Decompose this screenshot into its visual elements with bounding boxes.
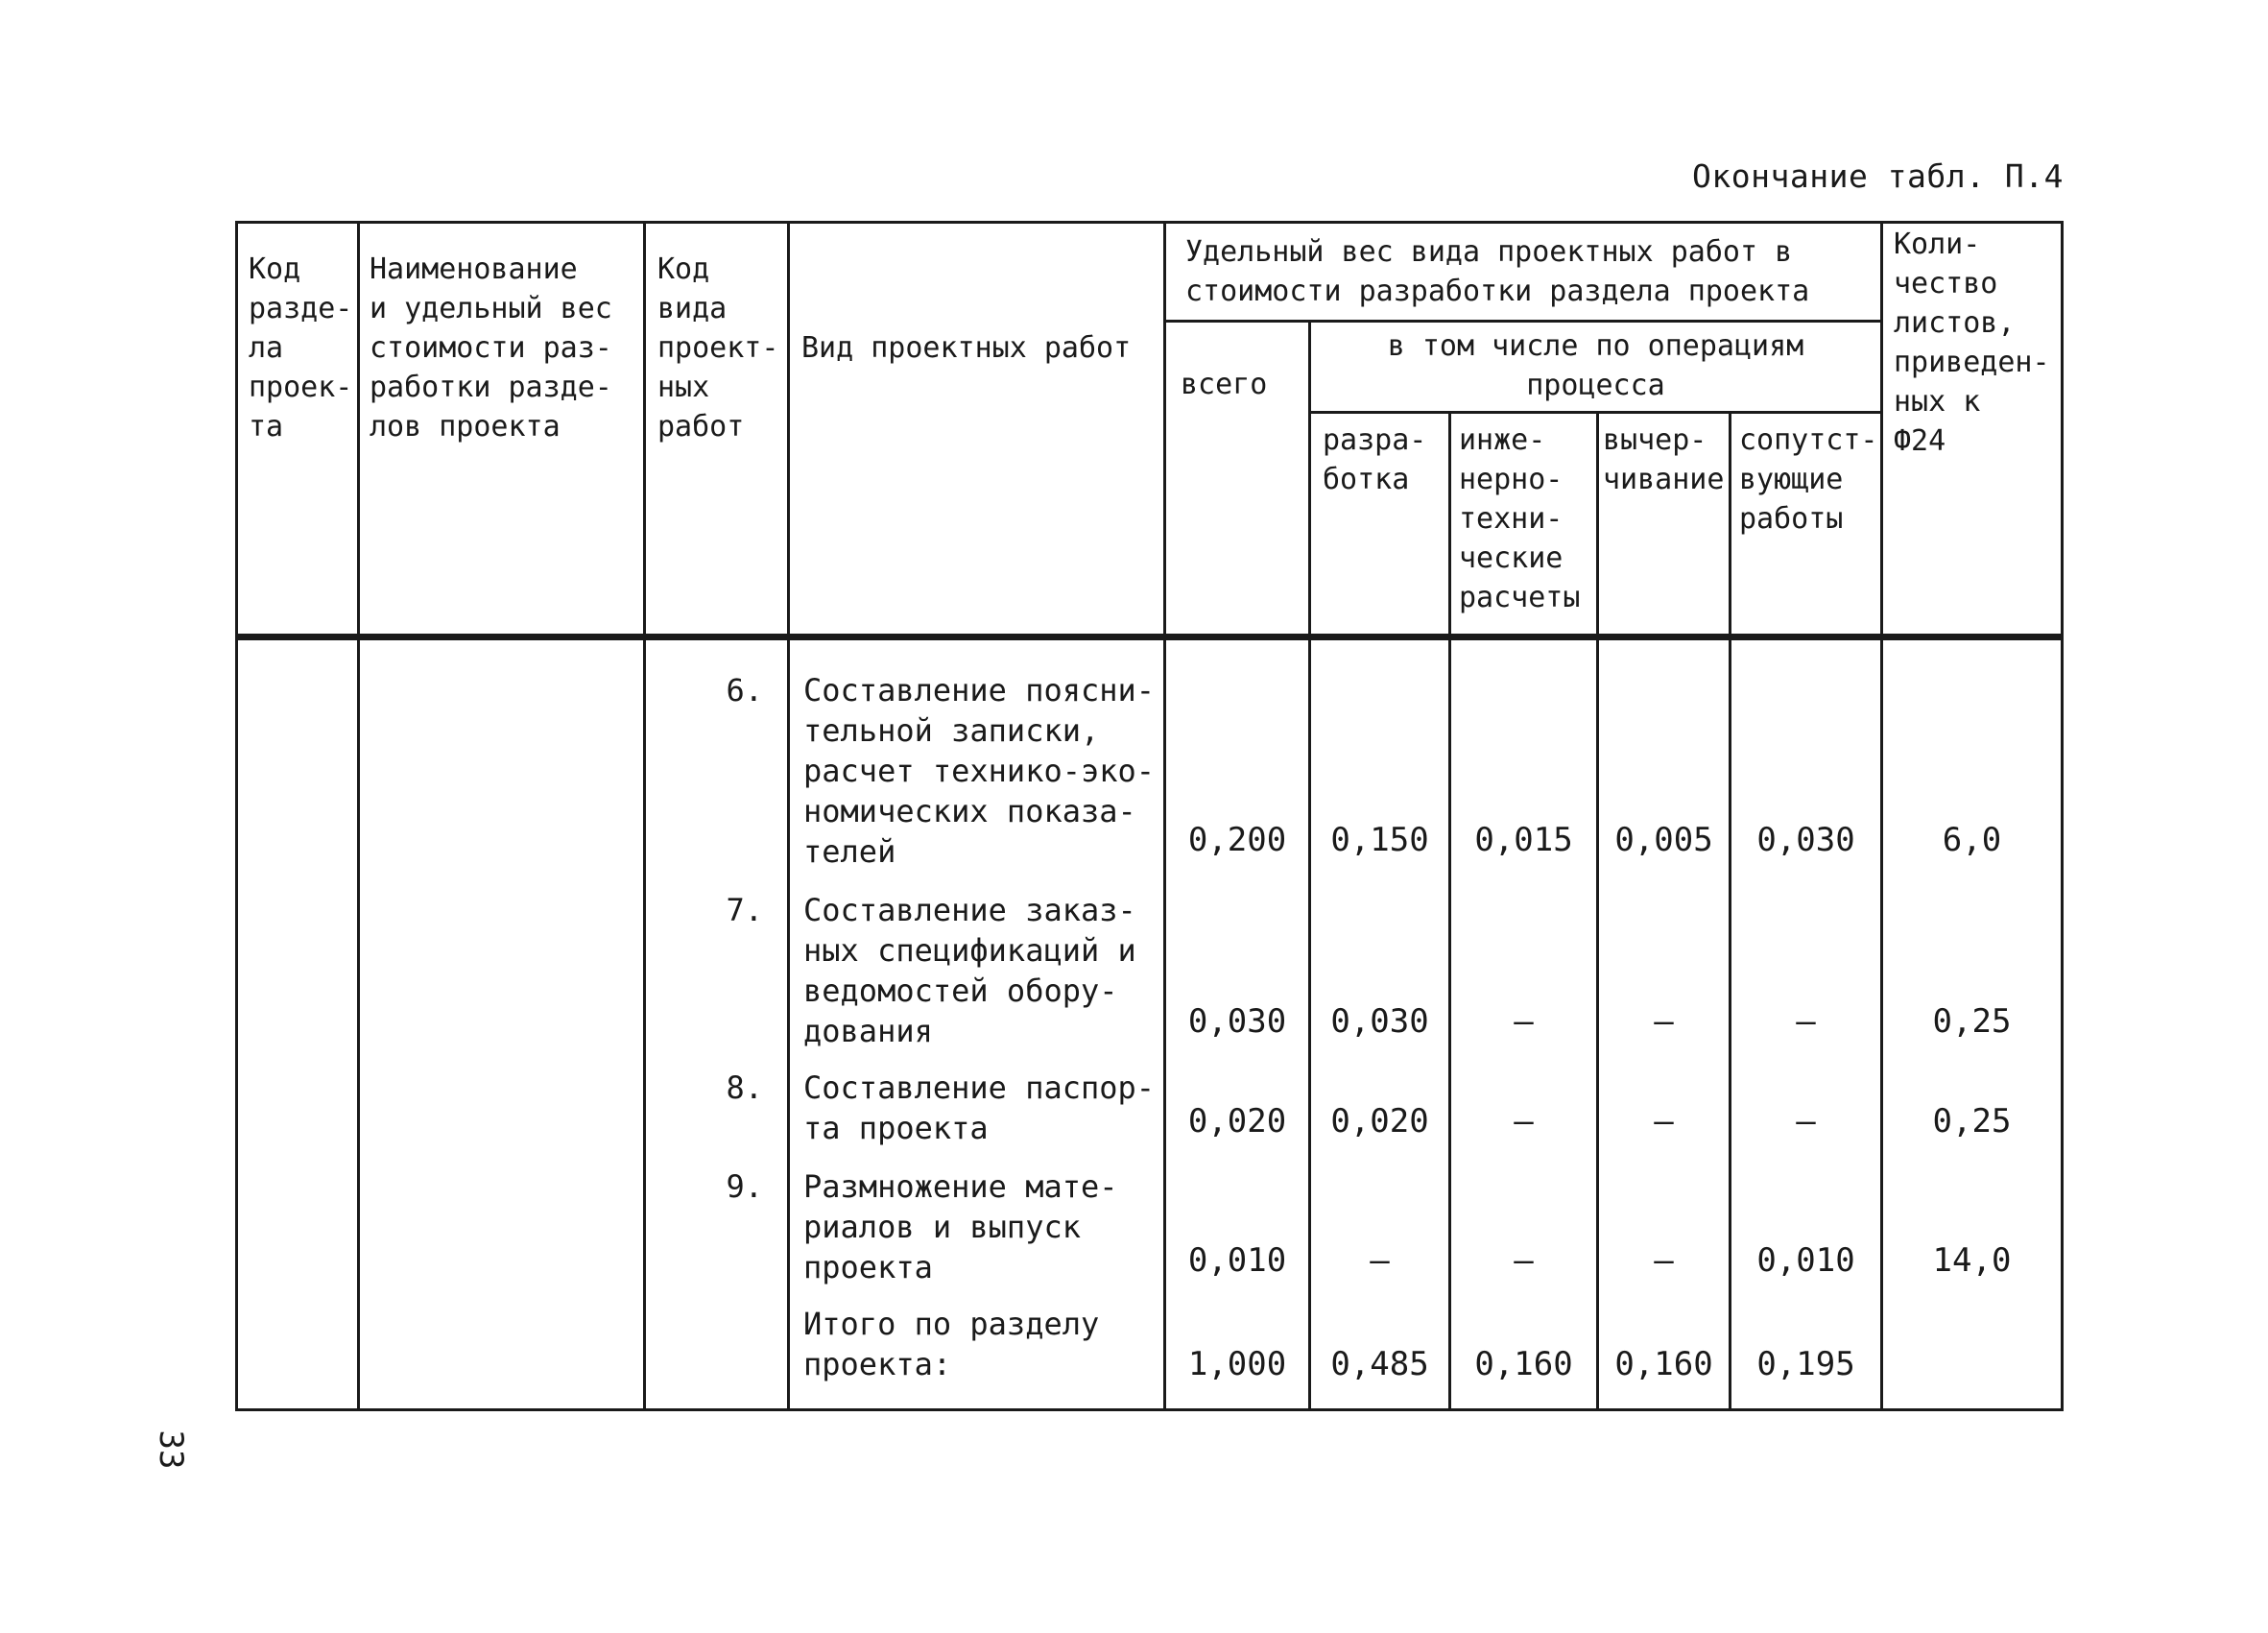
header-inzhenerno: инже- нерно- техни- ческие расчеты — [1459, 423, 1581, 614]
row-9-soputstv: 0,010 — [1756, 1241, 1855, 1280]
col-line-1 — [357, 221, 360, 1411]
header-v-tom-chisle: в том числе по операциям процесса — [1387, 329, 1804, 402]
header-bottom-border — [235, 634, 2064, 640]
row-6-vychercivanie: 0,005 — [1614, 821, 1713, 859]
table-caption: Окончание табл. П.4 — [1692, 157, 2064, 195]
row-6-vsego: 0,200 — [1187, 821, 1287, 859]
row-8-code: 8. — [726, 1069, 763, 1106]
row-6-name: Составление поясни- тельной записки, расчет технико-эко- номических показа- телей — [803, 672, 1156, 870]
row-7-soputstv: – — [1796, 1002, 1816, 1041]
row-7-vychercivanie: – — [1654, 1002, 1674, 1041]
row-7-listy: 0,25 — [1932, 1002, 2012, 1041]
header-razrabotka: разра- ботка — [1323, 423, 1427, 496]
col-line-4 — [1163, 221, 1166, 1411]
total-vychercivanie: 0,160 — [1614, 1345, 1713, 1383]
col-line-2 — [643, 221, 646, 1411]
table-bottom-border — [235, 1408, 2064, 1411]
total-soputstv: 0,195 — [1756, 1345, 1855, 1383]
row-9-name: Размножение мате- риалов и выпуск проекта — [803, 1168, 1118, 1285]
table-top-border — [235, 221, 2064, 224]
row-9-vsego: 0,010 — [1187, 1241, 1287, 1280]
row-6-inzhenerno: 0,015 — [1474, 821, 1573, 859]
page-number: 33 — [152, 1429, 190, 1470]
col-line-3 — [787, 221, 790, 1411]
header-subdivider-2 — [1308, 411, 1880, 414]
row-8-soputstv: – — [1796, 1102, 1816, 1141]
row-9-razrabotka: – — [1370, 1241, 1390, 1280]
row-8-listy: 0,25 — [1932, 1102, 2012, 1141]
row-7-name: Составление заказ- ных спецификаций и ведомостей обору- дования — [803, 892, 1136, 1049]
row-8-vychercivanie: – — [1654, 1102, 1674, 1141]
header-kod-razdela: Код разде- ла проек- та — [249, 252, 353, 444]
header-udelny-ves: Удельный вес вида проектных работ в стоимости разработки раздела проекта — [1185, 235, 1810, 308]
header-kod-vida: Код вида проект- ных работ — [657, 252, 779, 444]
col-line-0 — [235, 221, 238, 1411]
header-subdivider-1 — [1163, 320, 1880, 323]
row-9-code: 9. — [726, 1168, 763, 1205]
total-vsego: 1,000 — [1187, 1345, 1287, 1383]
row-8-inzhenerno: – — [1514, 1102, 1534, 1141]
total-razrabotka: 0,485 — [1330, 1345, 1429, 1383]
col-line-9 — [1880, 221, 1883, 1411]
row-9-listy: 14,0 — [1932, 1241, 2012, 1280]
header-naimenovanie: Наименование и удельный вес стоимости раз- работки разде- лов проекта — [370, 252, 612, 444]
header-vychercivanie: вычер- чивание — [1603, 423, 1725, 496]
header-vsego: всего — [1181, 368, 1268, 401]
total-inzhenerno: 0,160 — [1474, 1345, 1573, 1383]
row-7-code: 7. — [726, 892, 763, 928]
header-vid-rabot: Вид проектных работ — [801, 331, 1132, 365]
row-7-razrabotka: 0,030 — [1330, 1002, 1429, 1041]
row-6-soputstv: 0,030 — [1756, 821, 1855, 859]
row-8-vsego: 0,020 — [1187, 1102, 1287, 1141]
data-table — [235, 221, 2064, 1411]
row-7-inzhenerno: – — [1514, 1002, 1534, 1041]
row-7-vsego: 0,030 — [1187, 1002, 1287, 1041]
row-6-listy: 6,0 — [1942, 821, 2002, 859]
row-6-razrabotka: 0,150 — [1330, 821, 1429, 859]
header-soputstv: сопутст- вующие работы — [1739, 423, 1878, 536]
row-8-razrabotka: 0,020 — [1330, 1102, 1429, 1141]
row-6-code: 6. — [726, 672, 763, 708]
header-kolichestvo: Коли- чество листов, приведен- ных к Ф24 — [1894, 228, 2050, 458]
row-9-inzhenerno: – — [1514, 1241, 1534, 1280]
total-label: Итого по разделу проекта: — [803, 1306, 1100, 1382]
row-8-name: Составление паспор- та проекта — [803, 1069, 1156, 1146]
row-9-vychercivanie: – — [1654, 1241, 1674, 1280]
